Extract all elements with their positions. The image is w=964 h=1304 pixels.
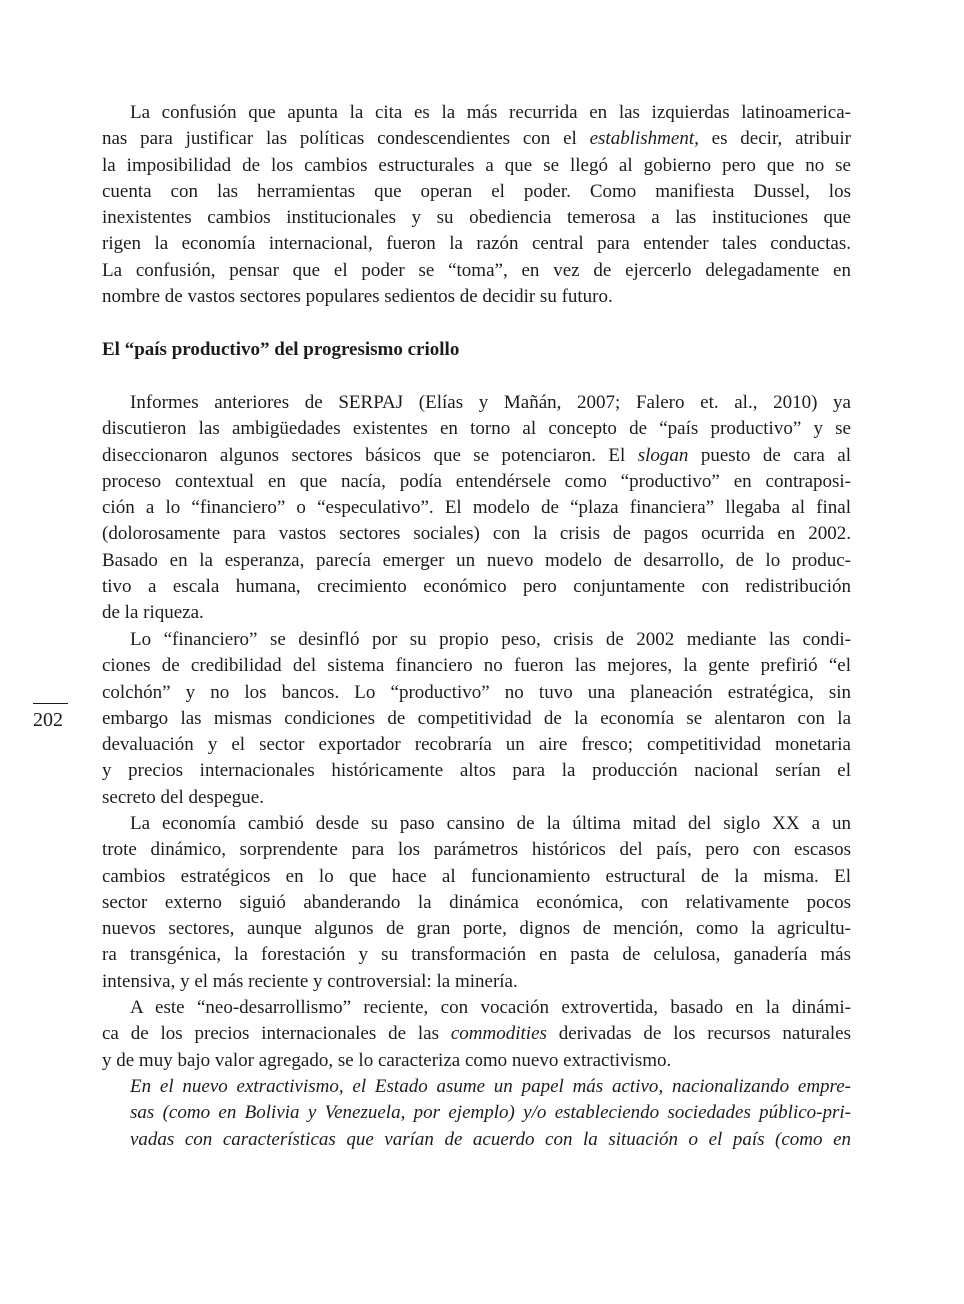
text-line: diseccionaron algunos sectores básicos que se potenciaron. El slogan puesto de cara al: [102, 444, 851, 466]
text-line: A este “neo-desarrollismo” reciente, con vocación extrovertida, basado en la dinámi-: [130, 997, 851, 1018]
quote-line: En el nuevo extractivismo, el Estado asume un papel más activo, nacionalizando empre-: [130, 1076, 851, 1097]
text-line: Lo “financiero” se desinfló por su propio peso, crisis de 2002 mediante las condi-: [130, 629, 851, 650]
paragraph-2: [102, 390, 851, 627]
text-line: nuevos sectores, aunque algunos de gran porte, dignos de mención, como la agricultu-: [102, 918, 851, 940]
section-heading: El “país productivo” del progresismo criollo: [102, 339, 460, 360]
paragraph-5: [102, 995, 851, 1074]
text-line: sector externo siguió abanderando la dinámica económica, con relativamente pocos: [102, 891, 851, 913]
text-line: y precios internacionales históricamente altos para la producción nacional serían el: [102, 760, 851, 782]
text-line: La confusión que apunta la cita es la más recurrida en las izquierdas latinoamerica-: [130, 102, 851, 123]
text-line: cuenta con las herramientas que operan el poder. Como manifiesta Dussel, los: [102, 180, 851, 202]
text-line: la imposibilidad de los cambios estructurales a que se llegó al gobierno pero que no se: [102, 154, 851, 176]
paragraph-1: [102, 100, 851, 310]
text-line: tivo a escala humana, crecimiento económico pero conjuntamente con redistribución: [102, 576, 851, 598]
text-line: inexistentes cambios institucionales y su obediencia temerosa a las instituciones que: [102, 207, 851, 229]
text-line: intensiva, y el más reciente y controversial: la minería.: [102, 970, 518, 992]
quote-line: sas (como en Bolivia y Venezuela, por ejemplo) y/o estableciendo sociedades público-pri-: [130, 1102, 851, 1124]
text-line: La confusión, pensar que el poder se “toma”, en vez de ejercerlo delegadamente en: [102, 259, 851, 281]
text-line: embargo las mismas condiciones de competitividad de la economía se alentaron con la: [102, 707, 851, 729]
text-line: (dolorosamente para vastos sectores sociales) con la crisis de pagos ocurrida en 2002.: [102, 523, 851, 545]
text-line: ca de los precios internacionales de las commodities derivadas de los recursos naturales: [102, 1023, 851, 1045]
text-line: colchón” y no los bancos. Lo “productivo” no tuvo una planeación estratégica, sin: [102, 681, 851, 703]
text-line: discutieron las ambigüedades existentes en torno al concepto de “país productivo” y se: [102, 418, 851, 440]
italic-term: commodities: [450, 1023, 547, 1045]
text-line: trote dinámico, sorprendente para los parámetros históricos del país, pero con escasos: [102, 839, 851, 861]
text-line: secreto del despegue.: [102, 786, 264, 808]
italic-term: slogan: [637, 444, 689, 466]
page-number-rule: [33, 703, 68, 704]
text-line: y de muy bajo valor agregado, se lo caracteriza como nuevo extractivismo.: [102, 1049, 672, 1071]
paragraph-3: [102, 627, 851, 811]
text-line: Informes anteriores de SERPAJ (Elías y Mañán, 2007; Falero et. al., 2010) ya: [130, 392, 851, 413]
text-line: ra transgénica, la forestación y su transformación en pasta de celulosa, ganadería más: [102, 944, 851, 966]
block-quote: [130, 1074, 851, 1153]
text-line: ciones de credibilidad del sistema financiero no fueron las mejores, la gente prefirió “el: [102, 655, 851, 677]
quote-line: vadas con características que varían de acuerdo con la situación o el país (como en: [130, 1128, 851, 1150]
text-line: ción a lo “financiero” o “especulativo”. El modelo de “plaza financiera” llegaba al final: [102, 497, 851, 519]
text-line: nombre de vastos sectores populares sedientos de decidir su futuro.: [102, 286, 613, 308]
text-line: Basado en la esperanza, parecía emerger un nuevo modelo de desarrollo, de lo produc-: [102, 549, 851, 571]
text-line: proceso contextual en que nacía, podía entendérsele como “productivo” en contraposi-: [102, 470, 851, 492]
paragraph-4: [102, 811, 851, 995]
text-line: devaluación y el sector exportador recobraría un aire fresco; competitividad monetaria: [102, 734, 851, 756]
text-line: cambios estratégicos en lo que hace al funcionamiento estructural de la misma. El: [102, 865, 851, 887]
text-line: rigen la economía internacional, fueron la razón central para entender tales conductas.: [102, 233, 851, 255]
text-line: nas para justificar las políticas condescendientes con el establishment, es decir, atribuir: [102, 128, 852, 150]
page-number: 202: [33, 709, 63, 731]
italic-term: establishment,: [589, 128, 699, 150]
text-line: de la riqueza.: [102, 602, 204, 624]
text-line: La economía cambió desde su paso cansino de la última mitad del siglo XX a un: [130, 813, 851, 834]
